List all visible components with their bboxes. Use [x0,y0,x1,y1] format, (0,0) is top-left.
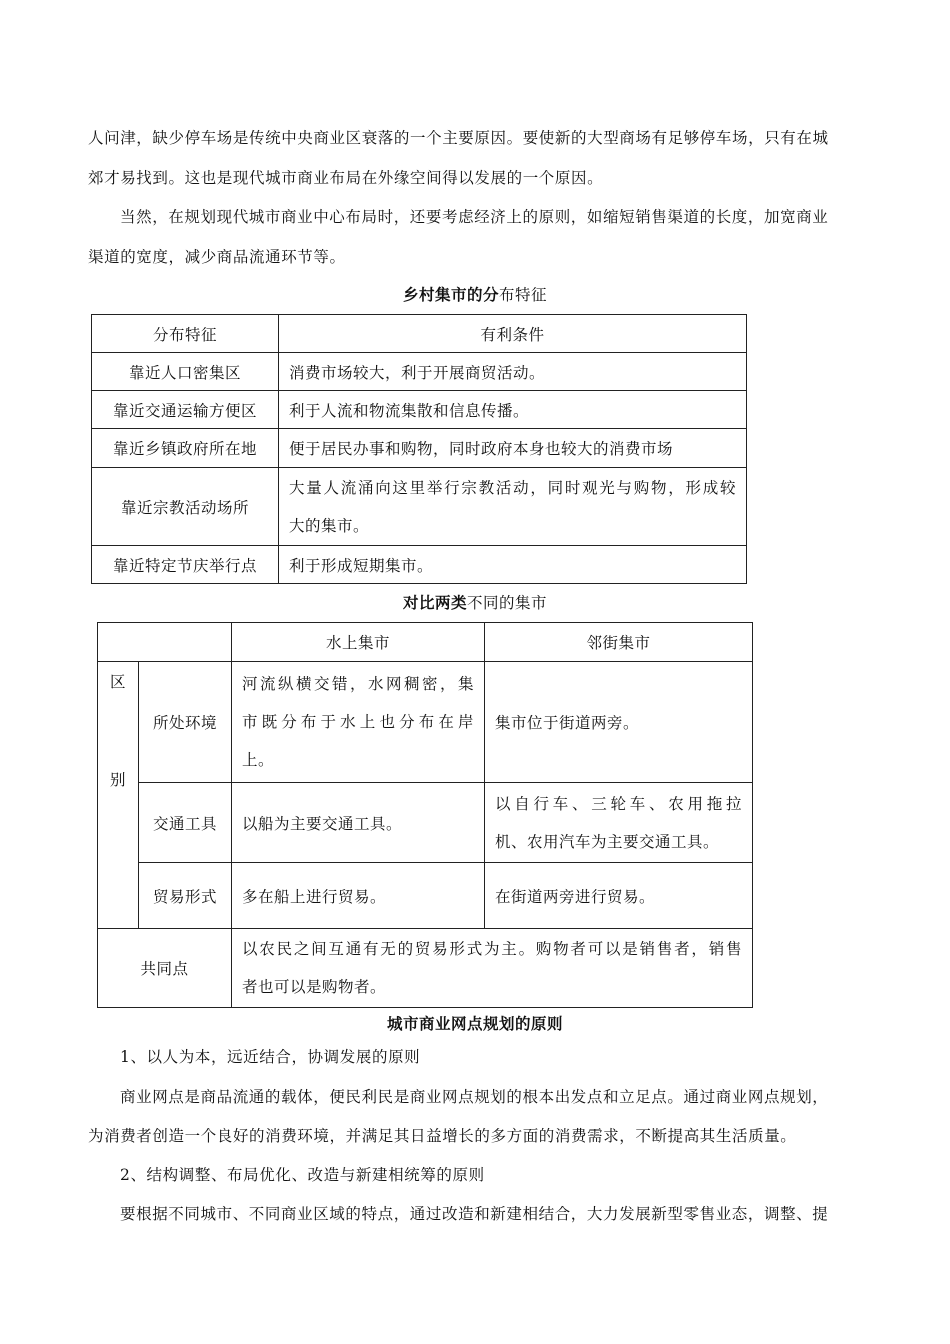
group-label: 区 [109,673,126,691]
cell-line: 以自行车、三轮车、农用拖拉 [495,794,742,813]
cell-line: 河流纵横交错，水网稠密，集 [242,675,474,693]
paragraph-line: 要根据不同城市、不同商业区域的特点，通过改造和新建相结合，大力发展新型零售业态，调整、提 [120,1205,829,1223]
cell-line: 机、农用汽车为主要交通工具。 [495,832,720,851]
header-cell: 有利条件 [279,315,747,353]
table-row [98,662,753,783]
water-market-cell: 多在船上进行贸易。 [232,863,485,929]
distribution-table [91,314,747,584]
table2-title-normal: 不同的集市 [467,594,548,612]
table-row [92,391,747,429]
condition-cell: 利于人流和物流集散和信息传播。 [279,391,747,429]
feature-cell: 靠近宗教活动场所 [92,468,279,546]
cell-line: 上。 [242,751,275,769]
table-row [92,546,747,584]
table-header-row [92,315,747,353]
feature-cell: 靠近乡镇政府所在地 [92,429,279,468]
condition-cell: 利于形成短期集市。 [279,546,747,584]
condition-cell [279,468,747,546]
table1-title-bold: 乡村集市的分 [402,285,499,304]
paragraph-line: 1、以人为本，远近结合，协调发展的原则 [120,1048,421,1066]
water-market-cell: 以船为主要交通工具。 [232,783,485,863]
table-row [92,429,747,468]
table1-title-normal: 布特征 [499,286,548,304]
paragraph-line: 人问津，缺少停车场是传统中央商业区衰落的一个主要原因。要使新的大型商场有足够停车场，只有在城 [88,129,829,147]
table1-title [0,283,950,305]
aspect-cell: 贸易形式 [139,863,232,929]
table2-title-bold: 对比两类 [402,593,467,612]
feature-cell: 靠近人口密集区 [92,353,279,391]
condition-line: 大的集市。 [289,516,370,535]
aspect-cell: 交通工具 [139,783,232,863]
group-label: 别 [109,771,126,789]
table-row [98,783,753,863]
paragraph-line: 当然，在规划现代城市商业中心布局时，还要考虑经济上的原则，如缩短销售渠道的长度，加宽商业 [120,208,829,226]
condition-cell: 消费市场较大，利于开展商贸活动。 [279,353,747,391]
street-market-cell: 在街道两旁进行贸易。 [485,863,753,929]
table-row [98,863,753,929]
street-market-cell [485,783,753,863]
table-row [98,929,753,1008]
header-cell: 分布特征 [92,315,279,353]
table2-title [0,591,950,613]
paragraph-line: 渠道的宽度，减少商品流通环节等。 [88,248,346,266]
feature-cell: 靠近交通运输方便区 [92,391,279,429]
paragraph-line: 为消费者创造一个良好的消费环境，并满足其日益增长的多方面的消费需求，不断提高其生活质量。 [88,1127,797,1145]
condition-line: 大量人流涌向这里举行宗教活动，同时观光与购物，形成较 [289,478,736,497]
header-cell: 水上集市 [232,623,485,662]
table-header-row [98,623,753,662]
paragraph-line: 商业网点是商品流通的载体，便民利民是商业网点规划的根本出发点和立足点。通过商业网点规划， [120,1088,829,1106]
section-title: 城市商业网点规划的原则 [386,1014,563,1033]
feature-cell: 靠近特定节庆举行点 [92,546,279,584]
water-market-cell [232,662,485,783]
aspect-cell: 所处环境 [139,662,232,783]
market-comparison-table [97,622,753,1008]
common-text-cell [232,929,753,1008]
paragraph-line: 2、结构调整、布局优化、改造与新建相统筹的原则 [120,1166,485,1184]
table-row [92,468,747,546]
street-market-cell: 集市位于街道两旁。 [485,662,753,783]
condition-cell: 便于居民办事和购物，同时政府本身也较大的消费市场 [279,429,747,468]
paragraph-line: 郊才易找到。这也是现代城市商业布局在外缘空间得以发展的一个原因。 [88,169,604,187]
header-cell: 邻街集市 [485,623,753,662]
cell-line: 者也可以是购物者。 [242,978,387,996]
cell-line: 市既分布于水上也分布在岸 [242,713,474,731]
difference-group-cell [98,662,139,929]
header-cell-empty [98,623,232,662]
common-label-cell: 共同点 [98,929,232,1008]
table-row [92,353,747,391]
cell-line: 以农民之间互通有无的贸易形式为主。购物者可以是销售者，销售 [242,940,742,958]
